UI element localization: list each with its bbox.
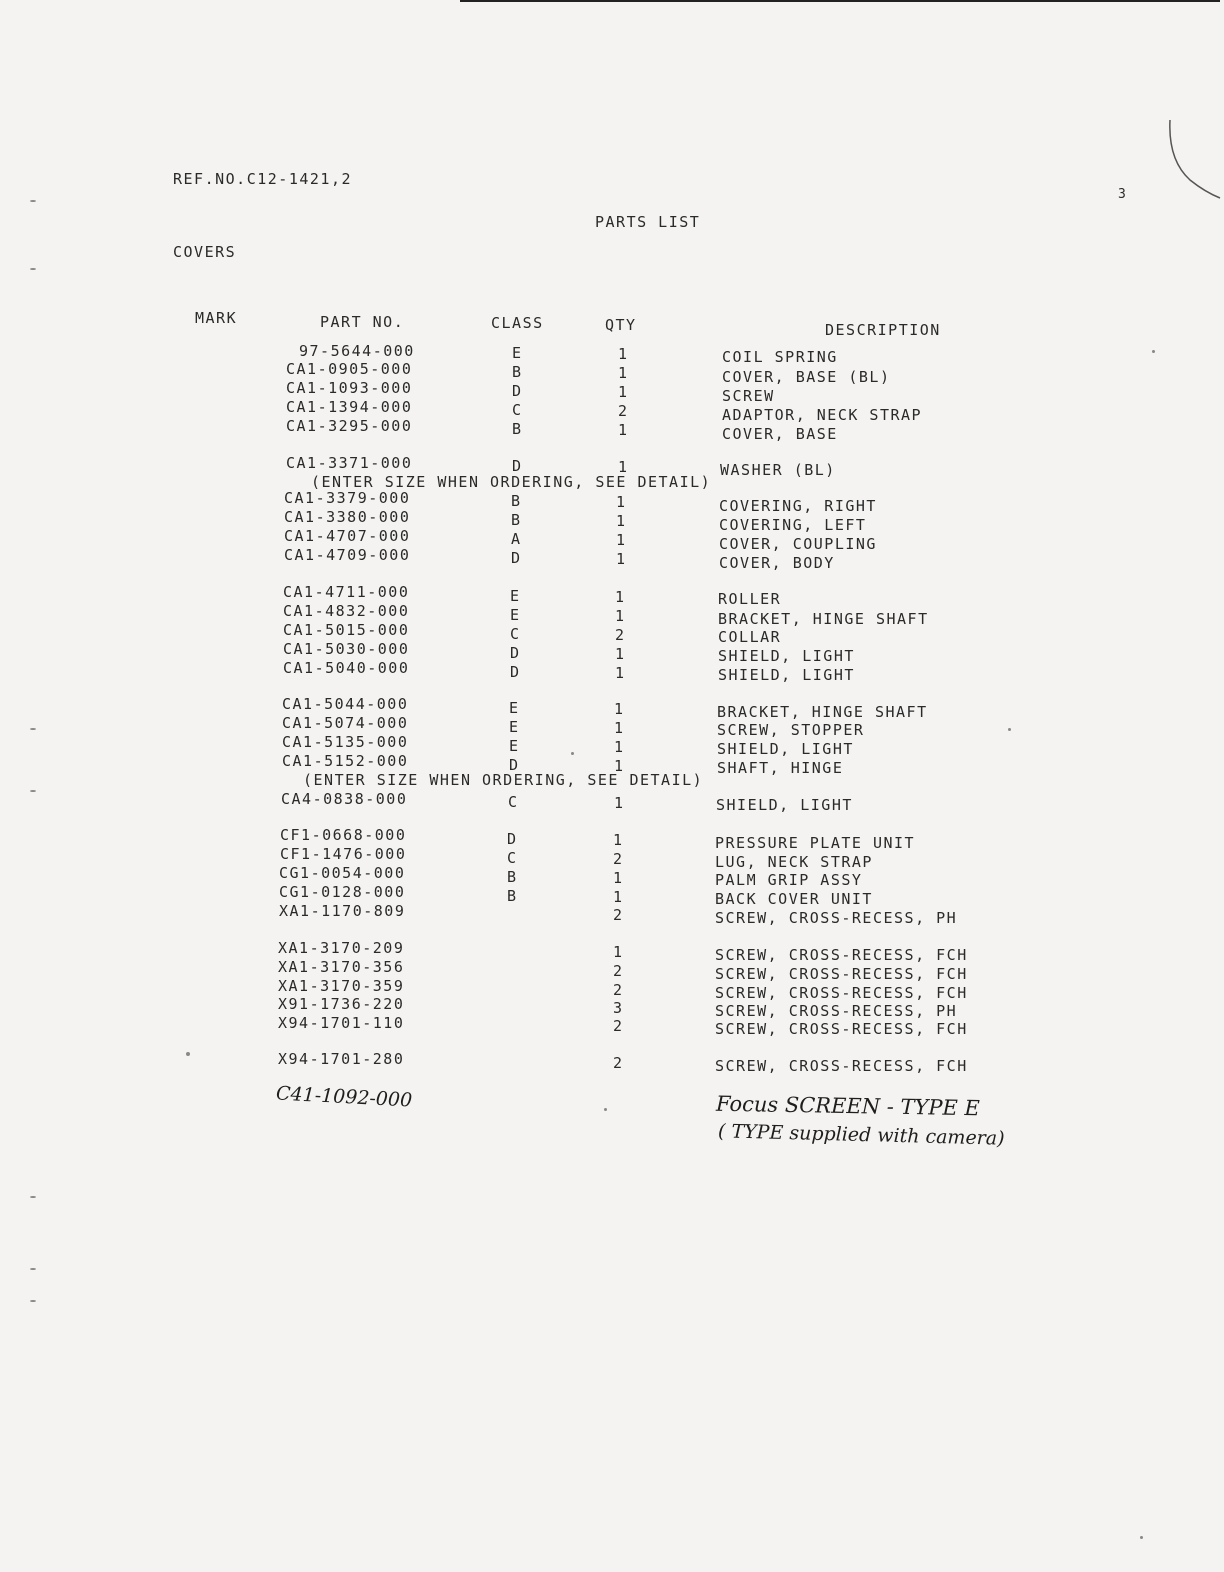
- part-qty: 1: [613, 888, 624, 906]
- part-class: D: [512, 457, 523, 475]
- part-qty: 1: [613, 943, 624, 961]
- part-number: CA1-4711-000: [283, 583, 410, 601]
- part-class: B: [511, 511, 522, 529]
- part-qty: 1: [618, 345, 629, 363]
- part-number: CG1-0128-000: [279, 883, 406, 901]
- scan-speck: [1008, 728, 1011, 731]
- part-number: X94-1701-280: [278, 1050, 405, 1068]
- part-description: SCREW, CROSS-RECESS, FCH: [715, 965, 968, 983]
- part-number: CA1-3380-000: [284, 508, 411, 526]
- part-number: XA1-3170-209: [278, 939, 405, 957]
- part-qty: 1: [616, 493, 627, 511]
- part-description: SCREW, CROSS-RECESS, PH: [715, 909, 958, 927]
- part-qty: 2: [613, 1054, 624, 1072]
- part-number: CA1-5135-000: [282, 733, 409, 751]
- part-qty: 1: [615, 645, 626, 663]
- part-class: C: [512, 401, 523, 419]
- part-description: ADAPTOR, NECK STRAP: [722, 406, 923, 424]
- part-number: XA1-3170-356: [278, 958, 405, 976]
- part-class: B: [507, 887, 518, 905]
- handwritten-description-line2: ( TYPE supplied with camera): [717, 1120, 1005, 1150]
- column-header-class: CLASS: [491, 314, 544, 332]
- part-class: A: [511, 530, 522, 548]
- part-qty: 2: [613, 981, 624, 999]
- part-qty: 1: [616, 531, 627, 549]
- part-number: XA1-1170-809: [279, 902, 406, 920]
- part-number: CA1-0905-000: [286, 360, 413, 378]
- scan-speck: [571, 752, 574, 755]
- scan-speck: [1152, 350, 1155, 353]
- part-description: PALM GRIP ASSY: [715, 871, 863, 889]
- part-number: CA1-5152-000: [282, 752, 409, 770]
- part-class: E: [510, 606, 521, 624]
- part-description: COVER, BASE: [722, 425, 838, 443]
- part-description: SHIELD, LIGHT: [718, 647, 855, 665]
- part-qty: 1: [614, 757, 625, 775]
- part-number: CF1-1476-000: [280, 845, 407, 863]
- part-number: CA1-1093-000: [286, 379, 413, 397]
- part-description: SCREW, STOPPER: [717, 721, 865, 739]
- ordering-note: (ENTER SIZE WHEN ORDERING, SEE DETAIL): [311, 473, 712, 491]
- part-qty: 2: [615, 626, 626, 644]
- part-class: E: [509, 737, 520, 755]
- part-number: CA1-5040-000: [283, 659, 410, 677]
- handwritten-part-number: C41-1092-000: [275, 1082, 413, 1112]
- part-qty: 1: [615, 607, 626, 625]
- part-number: CA1-1394-000: [286, 398, 413, 416]
- part-description: COVER, BODY: [719, 554, 835, 572]
- part-number: X91-1736-220: [278, 995, 405, 1013]
- part-class: E: [509, 699, 520, 717]
- scan-speck: [30, 1196, 36, 1198]
- top-scan-line: [460, 0, 1220, 2]
- part-number: CA1-5044-000: [282, 695, 409, 713]
- part-qty: 1: [613, 869, 624, 887]
- part-description: SCREW, CROSS-RECESS, FCH: [715, 1057, 968, 1075]
- part-description: COVERING, LEFT: [719, 516, 867, 534]
- ordering-note: (ENTER SIZE WHEN ORDERING, SEE DETAIL): [303, 771, 704, 789]
- part-description: BRACKET, HINGE SHAFT: [718, 610, 929, 628]
- part-number: CA1-3295-000: [286, 417, 413, 435]
- part-qty: 1: [615, 664, 626, 682]
- part-description: LUG, NECK STRAP: [715, 853, 873, 871]
- scan-speck: [30, 1268, 36, 1270]
- column-header-mark: MARK: [195, 309, 238, 327]
- column-header-description: DESCRIPTION: [825, 321, 941, 339]
- part-class: C: [507, 849, 518, 867]
- part-class: D: [512, 382, 523, 400]
- handwritten-description-line1: Focus SCREEN - TYPE E: [715, 1091, 981, 1121]
- part-number: 97-5644-000: [299, 342, 415, 360]
- part-description: SHAFT, HINGE: [717, 759, 844, 777]
- scan-speck: [186, 1052, 190, 1056]
- scan-speck: [30, 1300, 36, 1302]
- part-description: SCREW: [722, 387, 775, 405]
- scan-speck: [30, 728, 36, 730]
- part-description: SHIELD, LIGHT: [717, 740, 854, 758]
- part-number: CG1-0054-000: [279, 864, 406, 882]
- corner-scan-mark: [1160, 110, 1224, 210]
- part-class: E: [512, 344, 523, 362]
- section-title: COVERS: [173, 243, 237, 261]
- part-class: D: [511, 549, 522, 567]
- part-class: D: [510, 644, 521, 662]
- part-number: X94-1701-110: [278, 1014, 405, 1032]
- part-class: E: [509, 718, 520, 736]
- part-description: COLLAR: [718, 628, 782, 646]
- part-description: COIL SPRING: [722, 348, 838, 366]
- part-qty: 1: [614, 700, 625, 718]
- scan-speck: [30, 790, 36, 792]
- part-class: B: [507, 868, 518, 886]
- part-number: CA1-4709-000: [284, 546, 411, 564]
- part-description: SCREW, CROSS-RECESS, FCH: [715, 1020, 968, 1038]
- part-qty: 1: [618, 364, 629, 382]
- part-description: COVERING, RIGHT: [719, 497, 877, 515]
- part-description: BRACKET, HINGE SHAFT: [717, 703, 928, 721]
- scan-speck: [30, 200, 36, 202]
- column-header-part-no: PART NO.: [320, 313, 405, 331]
- part-qty: 3: [613, 999, 624, 1017]
- part-description: SHIELD, LIGHT: [716, 796, 853, 814]
- part-class: C: [510, 625, 521, 643]
- ref-number: REF.NO.C12-1421,2: [173, 170, 353, 188]
- part-description: PRESSURE PLATE UNIT: [715, 834, 916, 852]
- part-qty: 1: [614, 719, 625, 737]
- part-number: CA1-5015-000: [283, 621, 410, 639]
- part-description: SCREW, CROSS-RECESS, FCH: [715, 984, 968, 1002]
- scan-speck: [30, 268, 36, 270]
- part-qty: 2: [613, 906, 624, 924]
- part-class: D: [510, 663, 521, 681]
- part-qty: 2: [618, 402, 629, 420]
- part-number: CA1-3379-000: [284, 489, 411, 507]
- part-qty: 2: [613, 850, 624, 868]
- part-class: D: [509, 756, 520, 774]
- part-qty: 1: [618, 421, 629, 439]
- part-number: CA1-4832-000: [283, 602, 410, 620]
- page-number: 3: [1118, 187, 1128, 202]
- page-title: PARTS LIST: [595, 213, 701, 231]
- part-qty: 1: [618, 383, 629, 401]
- part-qty: 1: [614, 738, 625, 756]
- part-description: ROLLER: [718, 590, 782, 608]
- part-number: XA1-3170-359: [278, 977, 405, 995]
- scan-speck: [604, 1108, 607, 1111]
- part-description: BACK COVER UNIT: [715, 890, 873, 908]
- part-description: COVER, COUPLING: [719, 535, 877, 553]
- part-class: B: [512, 363, 523, 381]
- part-description: WASHER (BL): [720, 461, 836, 479]
- part-class: B: [512, 420, 523, 438]
- part-class: D: [507, 830, 518, 848]
- part-qty: 1: [615, 588, 626, 606]
- part-number: CA1-3371-000: [286, 454, 413, 472]
- part-number: CA4-0838-000: [281, 790, 408, 808]
- part-class: C: [508, 793, 519, 811]
- part-qty: 1: [614, 794, 625, 812]
- scan-speck: [1140, 1536, 1143, 1539]
- part-qty: 1: [618, 458, 629, 476]
- part-description: SCREW, CROSS-RECESS, FCH: [715, 946, 968, 964]
- part-class: E: [510, 587, 521, 605]
- part-qty: 2: [613, 1017, 624, 1035]
- part-description: COVER, BASE (BL): [722, 368, 891, 386]
- part-class: B: [511, 492, 522, 510]
- part-number: CA1-5074-000: [282, 714, 409, 732]
- column-header-qty: QTY: [605, 316, 637, 334]
- part-qty: 1: [616, 512, 627, 530]
- part-qty: 1: [613, 831, 624, 849]
- part-description: SCREW, CROSS-RECESS, PH: [715, 1002, 958, 1020]
- part-description: SHIELD, LIGHT: [718, 666, 855, 684]
- part-qty: 1: [616, 550, 627, 568]
- part-qty: 2: [613, 962, 624, 980]
- part-number: CA1-4707-000: [284, 527, 411, 545]
- part-number: CF1-0668-000: [280, 826, 407, 844]
- part-number: CA1-5030-000: [283, 640, 410, 658]
